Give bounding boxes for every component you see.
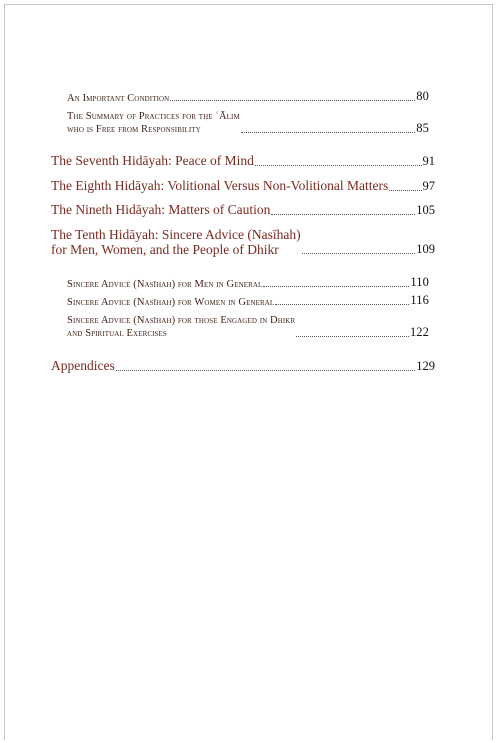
toc-entry-title: An Important Condition [67, 93, 170, 104]
dot-leader [241, 132, 416, 133]
toc-page-number: 80 [416, 89, 429, 103]
toc-entry-title: The Seventh Hidāyah: Peace of Mind [51, 153, 254, 168]
toc-entry-title-line2: and Spiritual Exercises [67, 328, 167, 339]
toc-entry-title [67, 110, 240, 136]
toc-entry-title: Sincere Advice (Nasīhah) for Women in General [67, 297, 275, 308]
dot-leader [389, 190, 421, 191]
dot-leader [271, 214, 415, 215]
toc-entry-tenth-hidayah [51, 227, 435, 257]
toc-page-number: 91 [422, 154, 435, 168]
toc-entry-nineth-hidayah [51, 202, 435, 218]
toc-entry-eighth-hidayah [51, 178, 435, 194]
toc-page-number: 105 [416, 203, 435, 217]
toc-page-number: 116 [410, 293, 429, 307]
dot-leader [170, 100, 415, 101]
toc-entry-title-line2: who is Free from Responsibility [67, 124, 201, 135]
toc-entry-advice-women [67, 293, 429, 308]
dot-leader [302, 253, 416, 254]
toc-entry-seventh-hidayah [51, 153, 435, 169]
toc-entry-title-line1: The Tenth Hidāyah: Sincere Advice (Nasīhah) [51, 227, 301, 242]
toc-entry-title-line2: for Men, Women, and the People of Dhikr [51, 242, 279, 257]
toc-entry-important-condition [67, 89, 429, 104]
toc-entry-summary-practices [67, 110, 429, 136]
toc-entry-title: Sincere Advice (Nasīhah) for Men in General [67, 279, 263, 290]
toc-page-number: 109 [416, 242, 435, 256]
toc-entry-title [67, 314, 295, 340]
toc-entry-advice-dhikr [67, 314, 429, 340]
toc-page-number: 110 [410, 275, 429, 289]
toc-entry-title: The Eighth Hidāyah: Volitional Versus Non-Volitional Matters [51, 178, 389, 193]
toc-entry-title-line1: The Summary of Practices for the ʿĀlim [67, 111, 240, 122]
dot-leader [263, 286, 409, 287]
toc-page-number: 85 [416, 121, 429, 135]
toc-entry-title-line1: Sincere Advice (Nasīhah) for those Engaged in Dhikr [67, 315, 296, 326]
toc-page-number: 122 [409, 325, 429, 339]
toc-page-number: 129 [416, 359, 435, 373]
dot-leader [255, 165, 422, 166]
book-page [4, 4, 493, 740]
toc-page-number: 97 [422, 179, 435, 193]
dot-leader [275, 304, 409, 305]
toc-entry-title: The Nineth Hidāyah: Matters of Caution [51, 202, 271, 217]
dot-leader [116, 370, 416, 371]
toc-entry-appendices [51, 358, 435, 374]
dot-leader [296, 336, 409, 337]
toc-entry-title [51, 227, 301, 257]
toc-entry-advice-men [67, 275, 429, 290]
toc-entry-title: Appendices [51, 358, 115, 373]
